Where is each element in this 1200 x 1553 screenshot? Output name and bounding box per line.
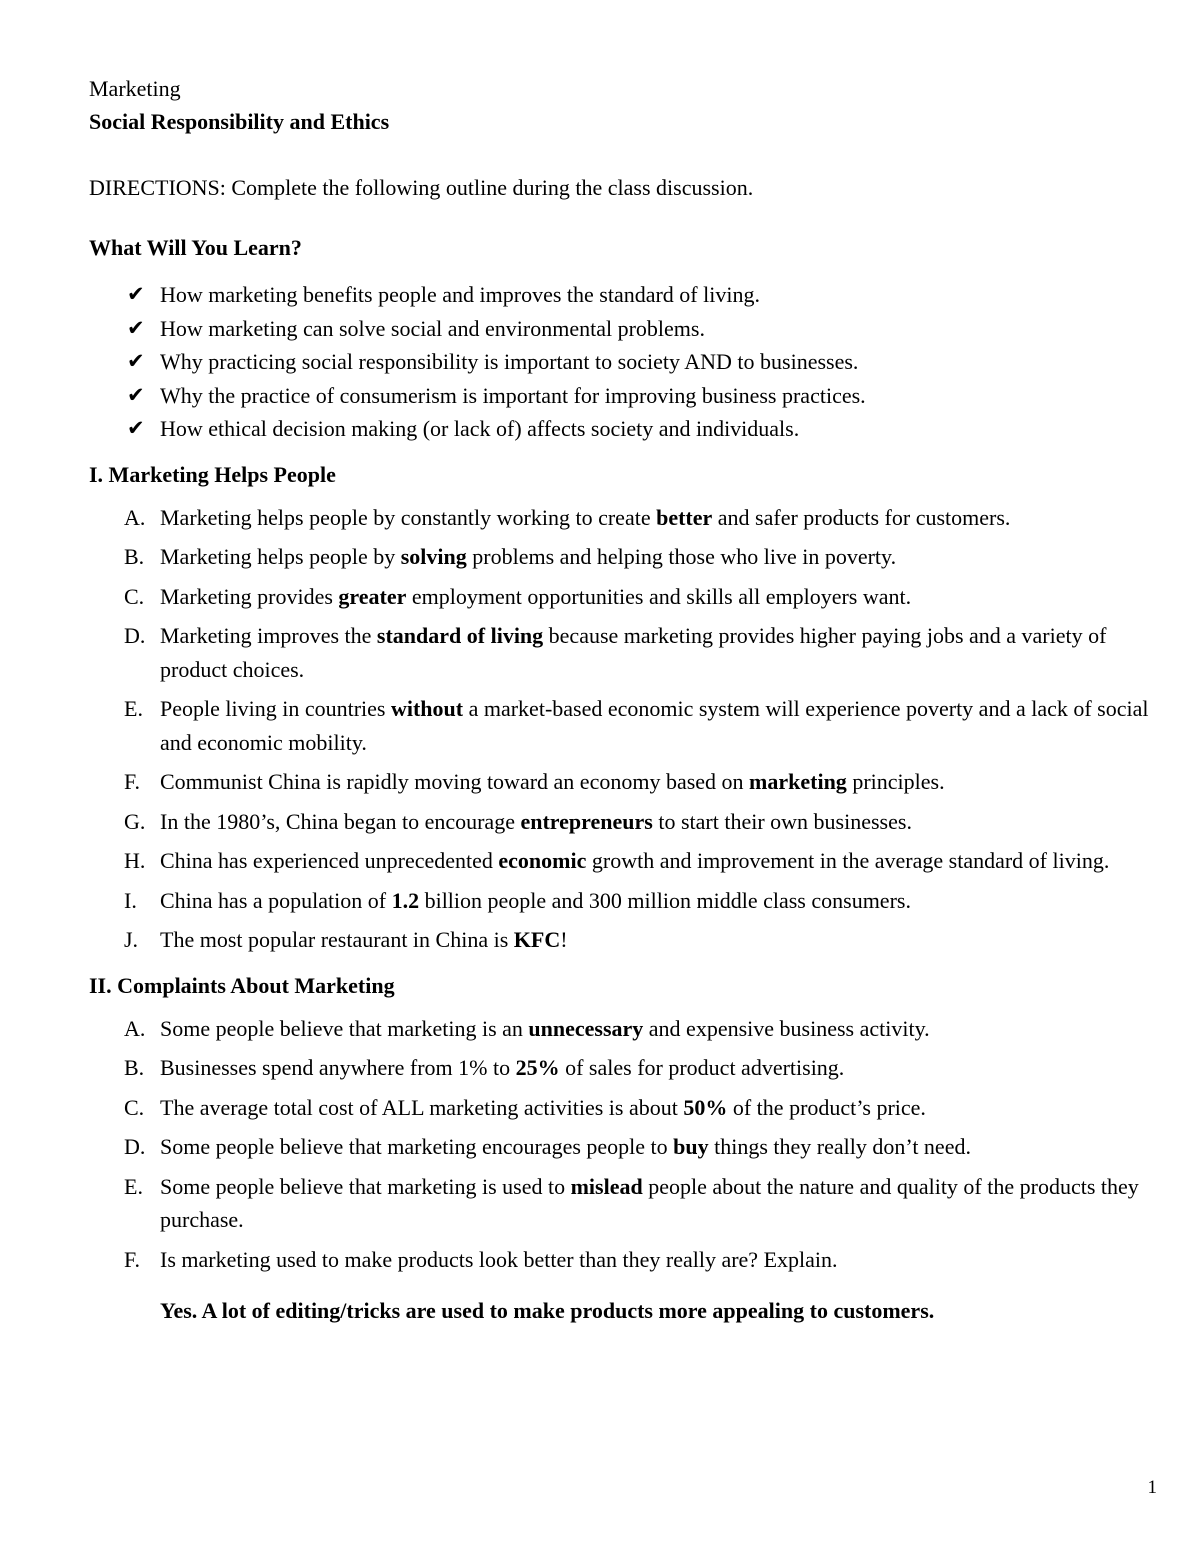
- outline-item: [89, 580, 1159, 614]
- learn-heading: What Will You Learn?: [89, 235, 302, 260]
- item-text: things they really don’t need.: [708, 1134, 971, 1159]
- item-text: because marketing provides higher paying jobs and a variety of product choices.: [160, 623, 1107, 682]
- item-text: Businesses spend anywhere from 1% to: [160, 1055, 516, 1080]
- item-text: The most popular restaurant in China is: [160, 927, 514, 952]
- item-text: Is marketing used to make products look better than they really are? Explain.: [160, 1246, 838, 1272]
- outline-item: [89, 501, 1159, 535]
- check-icon: ✔: [127, 416, 145, 440]
- item-text: Some people believe that marketing is used to: [160, 1173, 571, 1199]
- item-letter: A.: [124, 1015, 146, 1041]
- item-letter: C.: [124, 1094, 145, 1120]
- objective-text: How marketing can solve social and environmental problems.: [160, 315, 705, 341]
- item-text: problems and helping those who live in poverty.: [466, 544, 897, 569]
- section-two-list: [89, 1012, 1159, 1277]
- item-text: growth and improvement in the average standard of living.: [586, 848, 1110, 873]
- item-text: Marketing provides: [160, 583, 339, 609]
- learning-objective: [89, 312, 1159, 346]
- item-text: Some people believe that marketing encourages people to: [160, 1134, 674, 1159]
- item-text: People living in countries: [160, 696, 391, 721]
- item-keyword: 50%: [683, 1094, 728, 1120]
- item-keyword: unnecessary: [528, 1015, 644, 1041]
- item-letter: G.: [124, 808, 146, 834]
- item-keyword: mislead: [570, 1173, 643, 1199]
- page-number: 1: [1147, 1477, 1157, 1498]
- item-text: Marketing helps people by constantly working to create: [160, 504, 657, 530]
- item-text: !: [560, 927, 568, 952]
- item-text: Communist China is rapidly moving toward an economy based on: [160, 769, 750, 794]
- objective-text: How ethical decision making (or lack of) affects society and individuals.: [160, 416, 800, 441]
- item-letter: F.: [124, 769, 140, 794]
- item-keyword: without: [390, 696, 464, 721]
- directions-text: DIRECTIONS: Complete the following outline during the class discussion.: [89, 175, 754, 200]
- item-text: and safer products for customers.: [712, 504, 1011, 530]
- outline-item: [89, 540, 1159, 574]
- item-text: billion people and 300 million middle class consumers.: [419, 887, 911, 913]
- section-heading-complaints: II. Complaints About Marketing: [89, 972, 395, 998]
- learning-objective: [89, 278, 1159, 312]
- learning-objective: [89, 412, 1159, 446]
- objective-text: Why the practice of consumerism is important for improving business practices.: [160, 382, 866, 408]
- item-text: Some people believe that marketing is an: [160, 1015, 529, 1041]
- item-text: employment opportunities and skills all employers want.: [406, 583, 912, 609]
- item-keyword: economic: [498, 848, 587, 873]
- objective-text: Why practicing social responsibility is important to society AND to businesses.: [160, 349, 859, 374]
- item-letter: J.: [124, 927, 139, 952]
- item-letter: D.: [124, 623, 146, 648]
- outline-item: [89, 692, 1159, 759]
- check-icon: ✔: [127, 382, 145, 407]
- document-page: [89, 72, 1159, 1327]
- item-letter: E.: [124, 1173, 143, 1199]
- item-text: and expensive business activity.: [643, 1015, 930, 1041]
- outline-item: [89, 619, 1159, 686]
- item-text: In the 1980’s, China began to encourage: [160, 808, 521, 834]
- item-keyword: marketing: [749, 769, 847, 794]
- item-text: to start their own businesses.: [652, 808, 912, 834]
- section-heading-marketing-helps-people: I. Marketing Helps People: [89, 461, 336, 487]
- answer-text: Yes. A lot of editing/tricks are used to make products more appealing to customers.: [160, 1298, 935, 1323]
- item-keyword: solving: [400, 544, 467, 569]
- item-letter: D.: [124, 1134, 146, 1159]
- learning-objectives-list: [89, 278, 1159, 446]
- objective-text: How marketing benefits people and improves the standard of living.: [160, 282, 760, 307]
- outline-item: [89, 805, 1159, 839]
- item-text: people about the nature and quality of the products they purchase.: [160, 1173, 1139, 1232]
- document-subject: Marketing: [89, 76, 181, 101]
- item-text: of the product’s price.: [727, 1094, 926, 1120]
- outline-item: [89, 1130, 1159, 1164]
- item-text: Marketing improves the: [160, 623, 377, 648]
- outline-item: [89, 1243, 1159, 1277]
- check-icon: ✔: [127, 315, 145, 340]
- outline-item: [89, 765, 1159, 799]
- item-letter: E.: [124, 696, 143, 721]
- learning-objective: [89, 379, 1159, 413]
- outline-item: [89, 1051, 1159, 1085]
- check-icon: ✔: [127, 282, 145, 306]
- item-keyword: buy: [673, 1134, 709, 1159]
- outline-item: [89, 923, 1159, 957]
- item-keyword: 1.2: [391, 887, 420, 913]
- item-keyword: standard of living: [376, 623, 544, 648]
- outline-item: [89, 1170, 1159, 1237]
- item-keyword: KFC: [513, 927, 561, 952]
- item-letter: C.: [124, 583, 145, 609]
- outline-item: [89, 1012, 1159, 1046]
- learning-objective: [89, 345, 1159, 379]
- outline-item: [89, 844, 1159, 878]
- item-keyword: entrepreneurs: [520, 808, 653, 834]
- item-text: Marketing helps people by: [160, 544, 401, 569]
- outline-item: [89, 1091, 1159, 1125]
- item-letter: H.: [124, 848, 146, 873]
- item-letter: A.: [124, 504, 146, 530]
- item-text: The average total cost of ALL marketing activities is about: [160, 1094, 684, 1120]
- item-keyword: better: [656, 504, 713, 530]
- item-text: principles.: [846, 769, 945, 794]
- item-letter: B.: [124, 1055, 145, 1080]
- item-letter: F.: [124, 1246, 140, 1272]
- section-one-list: [89, 501, 1159, 957]
- item-text: a market-based economic system will experience poverty and a lack of social and economic mobility.: [160, 696, 1149, 755]
- document-title: Social Responsibility and Ethics: [89, 109, 390, 134]
- check-icon: ✔: [127, 349, 145, 373]
- item-keyword: 25%: [515, 1055, 560, 1080]
- item-text: of sales for product advertising.: [559, 1055, 845, 1080]
- item-letter: B.: [124, 544, 145, 569]
- item-letter: I.: [124, 887, 137, 913]
- item-keyword: greater: [338, 583, 407, 609]
- outline-item: [89, 884, 1159, 918]
- item-text: China has a population of: [160, 887, 392, 913]
- item-text: China has experienced unprecedented: [160, 848, 499, 873]
